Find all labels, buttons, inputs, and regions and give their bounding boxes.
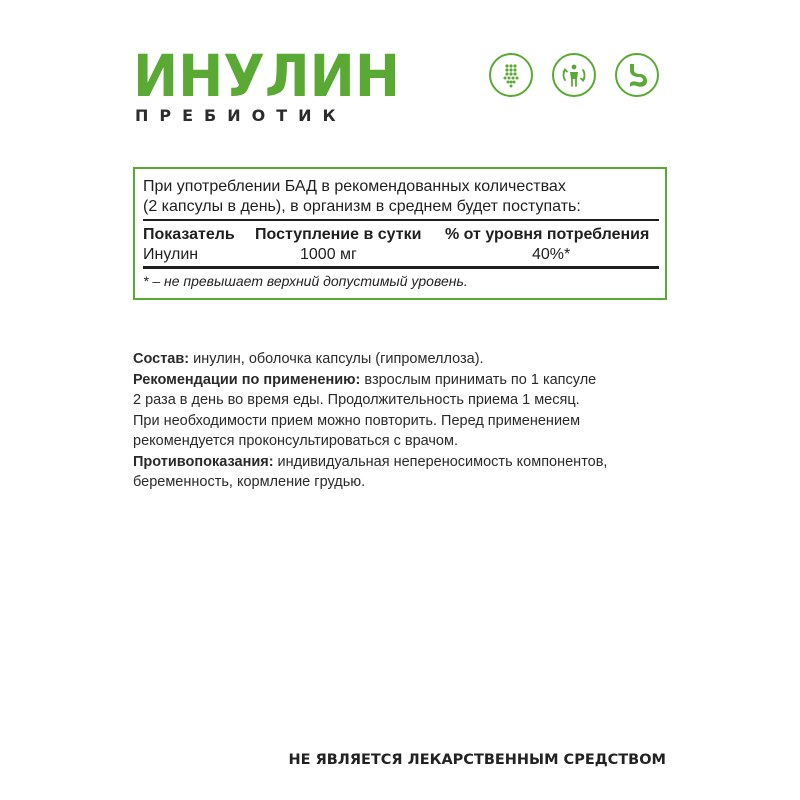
usage-line: При необходимости прием можно повторить. Перед применением — [133, 412, 581, 429]
intestine-arrow-icon — [489, 53, 533, 97]
composition-label: Состав: — [133, 351, 190, 367]
usage — [133, 370, 693, 391]
table-intro — [143, 177, 581, 217]
composition — [133, 349, 693, 370]
column-header-percent: % от уровня потребления — [445, 226, 650, 243]
column-header-daily-intake: Поступление в сутки — [255, 226, 422, 243]
contraindications — [133, 452, 693, 473]
table-header-rule — [143, 219, 659, 221]
table-intro-line: (2 капсулы в день), в организм в среднем будет поступать: — [143, 198, 581, 215]
table-bottom-rule — [143, 266, 659, 269]
table-intro-line: При употреблении БАД в рекомендованных количествах — [143, 178, 566, 195]
row-name: Инулин — [143, 246, 199, 263]
body-balance-icon — [552, 53, 596, 97]
stomach-icon — [615, 53, 659, 97]
table-footnote: * – не превышает верхний допустимый уровень. — [143, 273, 468, 289]
product-subtitle: ПРЕБИОТИК — [135, 106, 347, 125]
disclaimer: НЕ ЯВЛЯЕТСЯ ЛЕКАРСТВЕННЫМ СРЕДСТВОМ — [288, 752, 666, 768]
contra-line: беременность, кормление грудью. — [133, 474, 366, 490]
usage-label: Рекомендации по применению: — [133, 371, 361, 388]
usage-line: 2 раза в день во время еды. Продолжительность приема 1 месяц. — [133, 392, 580, 408]
nutrition-table — [133, 167, 667, 300]
composition-text: инулин, оболочка капсулы (гипромеллоза). — [189, 351, 484, 367]
product-title: ИНУЛИН — [133, 42, 400, 110]
feature-icons — [489, 53, 659, 97]
contra-text: индивидуальная непереносимость компонентов, — [273, 453, 608, 470]
product-info — [133, 349, 693, 493]
column-header-indicator: Показатель — [143, 226, 235, 243]
contra-label: Противопоказания: — [133, 453, 274, 470]
usage-line: рекомендуется проконсультироваться с врачом. — [133, 433, 458, 449]
row-percent: 40%* — [532, 246, 571, 263]
usage-text: взрослым принимать по 1 капсуле — [360, 371, 597, 388]
row-amount: 1000 мг — [300, 246, 357, 263]
